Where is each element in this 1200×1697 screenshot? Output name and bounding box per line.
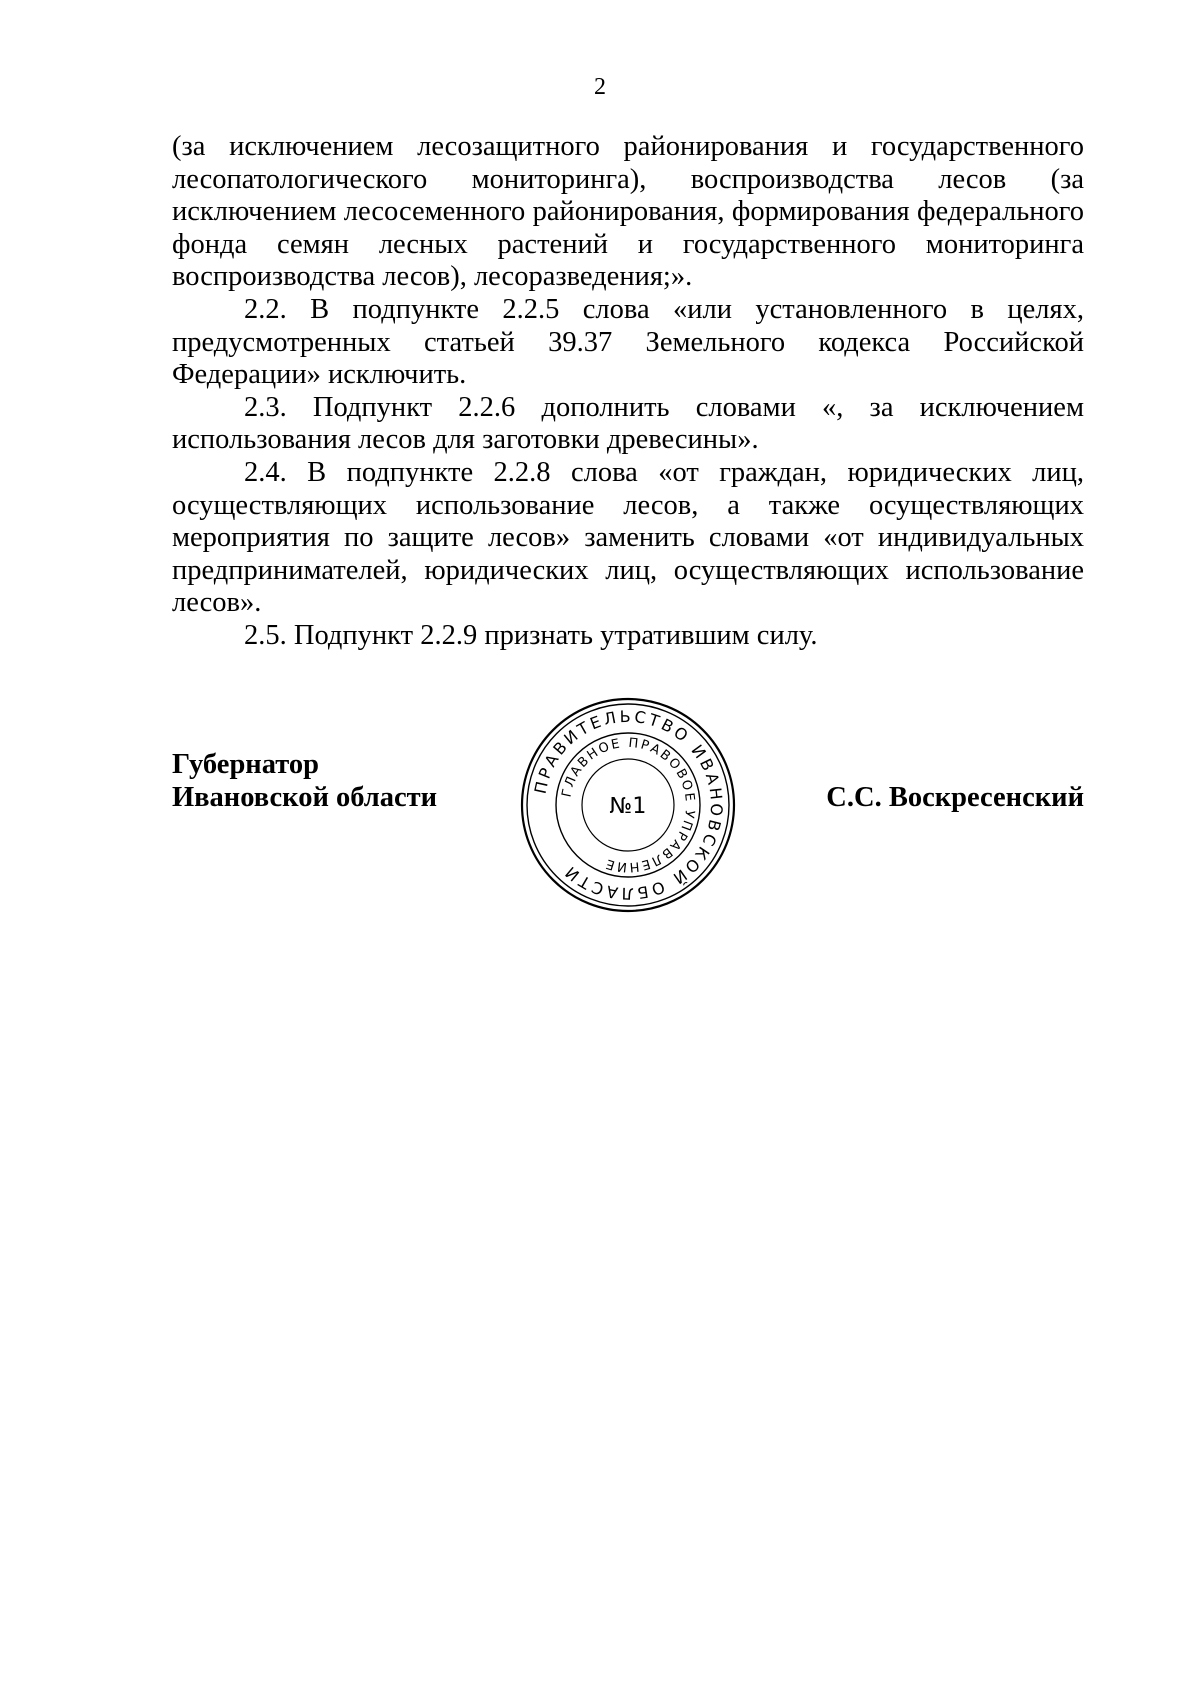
- official-seal-stamp: [517, 694, 739, 916]
- paragraph-2-5: 2.5. Подпункт 2.2.9 признать утратившим силу.: [244, 619, 818, 651]
- signatory-title-line2: Ивановской области: [172, 782, 438, 813]
- page-number: 2: [594, 74, 606, 100]
- stamp-outer-text: ПРАВИТЕЛЬСТВО ИВАНОВСКОЙ ОБЛАСТИ: [530, 706, 727, 904]
- paragraph-2-2: 2.2. В подпункте 2.2.5 слова «или установленного в целях, предусмотренных статьей 39.37 Земельного кодекса Российской Федерации» исключить.: [172, 293, 1084, 391]
- document-body: [172, 131, 1084, 653]
- paragraph-2-4: 2.4. В подпункте 2.2.8 слова «от граждан, юридических лиц, осуществляющих использование лесов, а также осуществляющих мероприятия по защите лесов» заменить словами «от индивидуальных предпринимателей, юридических лиц, осуществляющих использование лесов».: [172, 456, 1084, 619]
- signatory-name: С.С. Воскресенский: [826, 782, 1084, 813]
- paragraph-2-3: 2.3. Подпункт 2.2.6 дополнить словами «, за исключением использования лесов для заготовки древесины».: [172, 391, 1084, 456]
- signatory-title: [172, 748, 437, 814]
- signatory-title-line1: Губернатор: [172, 749, 319, 780]
- stamp-number: №1: [609, 794, 647, 819]
- paragraph-continuation: (за исключением лесозащитного районирования и государственного лесопатологического мониторинга), воспроизводства лесов (за исключением лесосеменного районирования, формирования федерального фонда семян лесных растений и государственного мониторинга воспроизводства лесов), лесоразведения;».: [172, 131, 1084, 293]
- stamp-inner-text: ГЛАВНОЕ ПРАВОВОЕ УПРАВЛЕНИЕ: [559, 735, 698, 875]
